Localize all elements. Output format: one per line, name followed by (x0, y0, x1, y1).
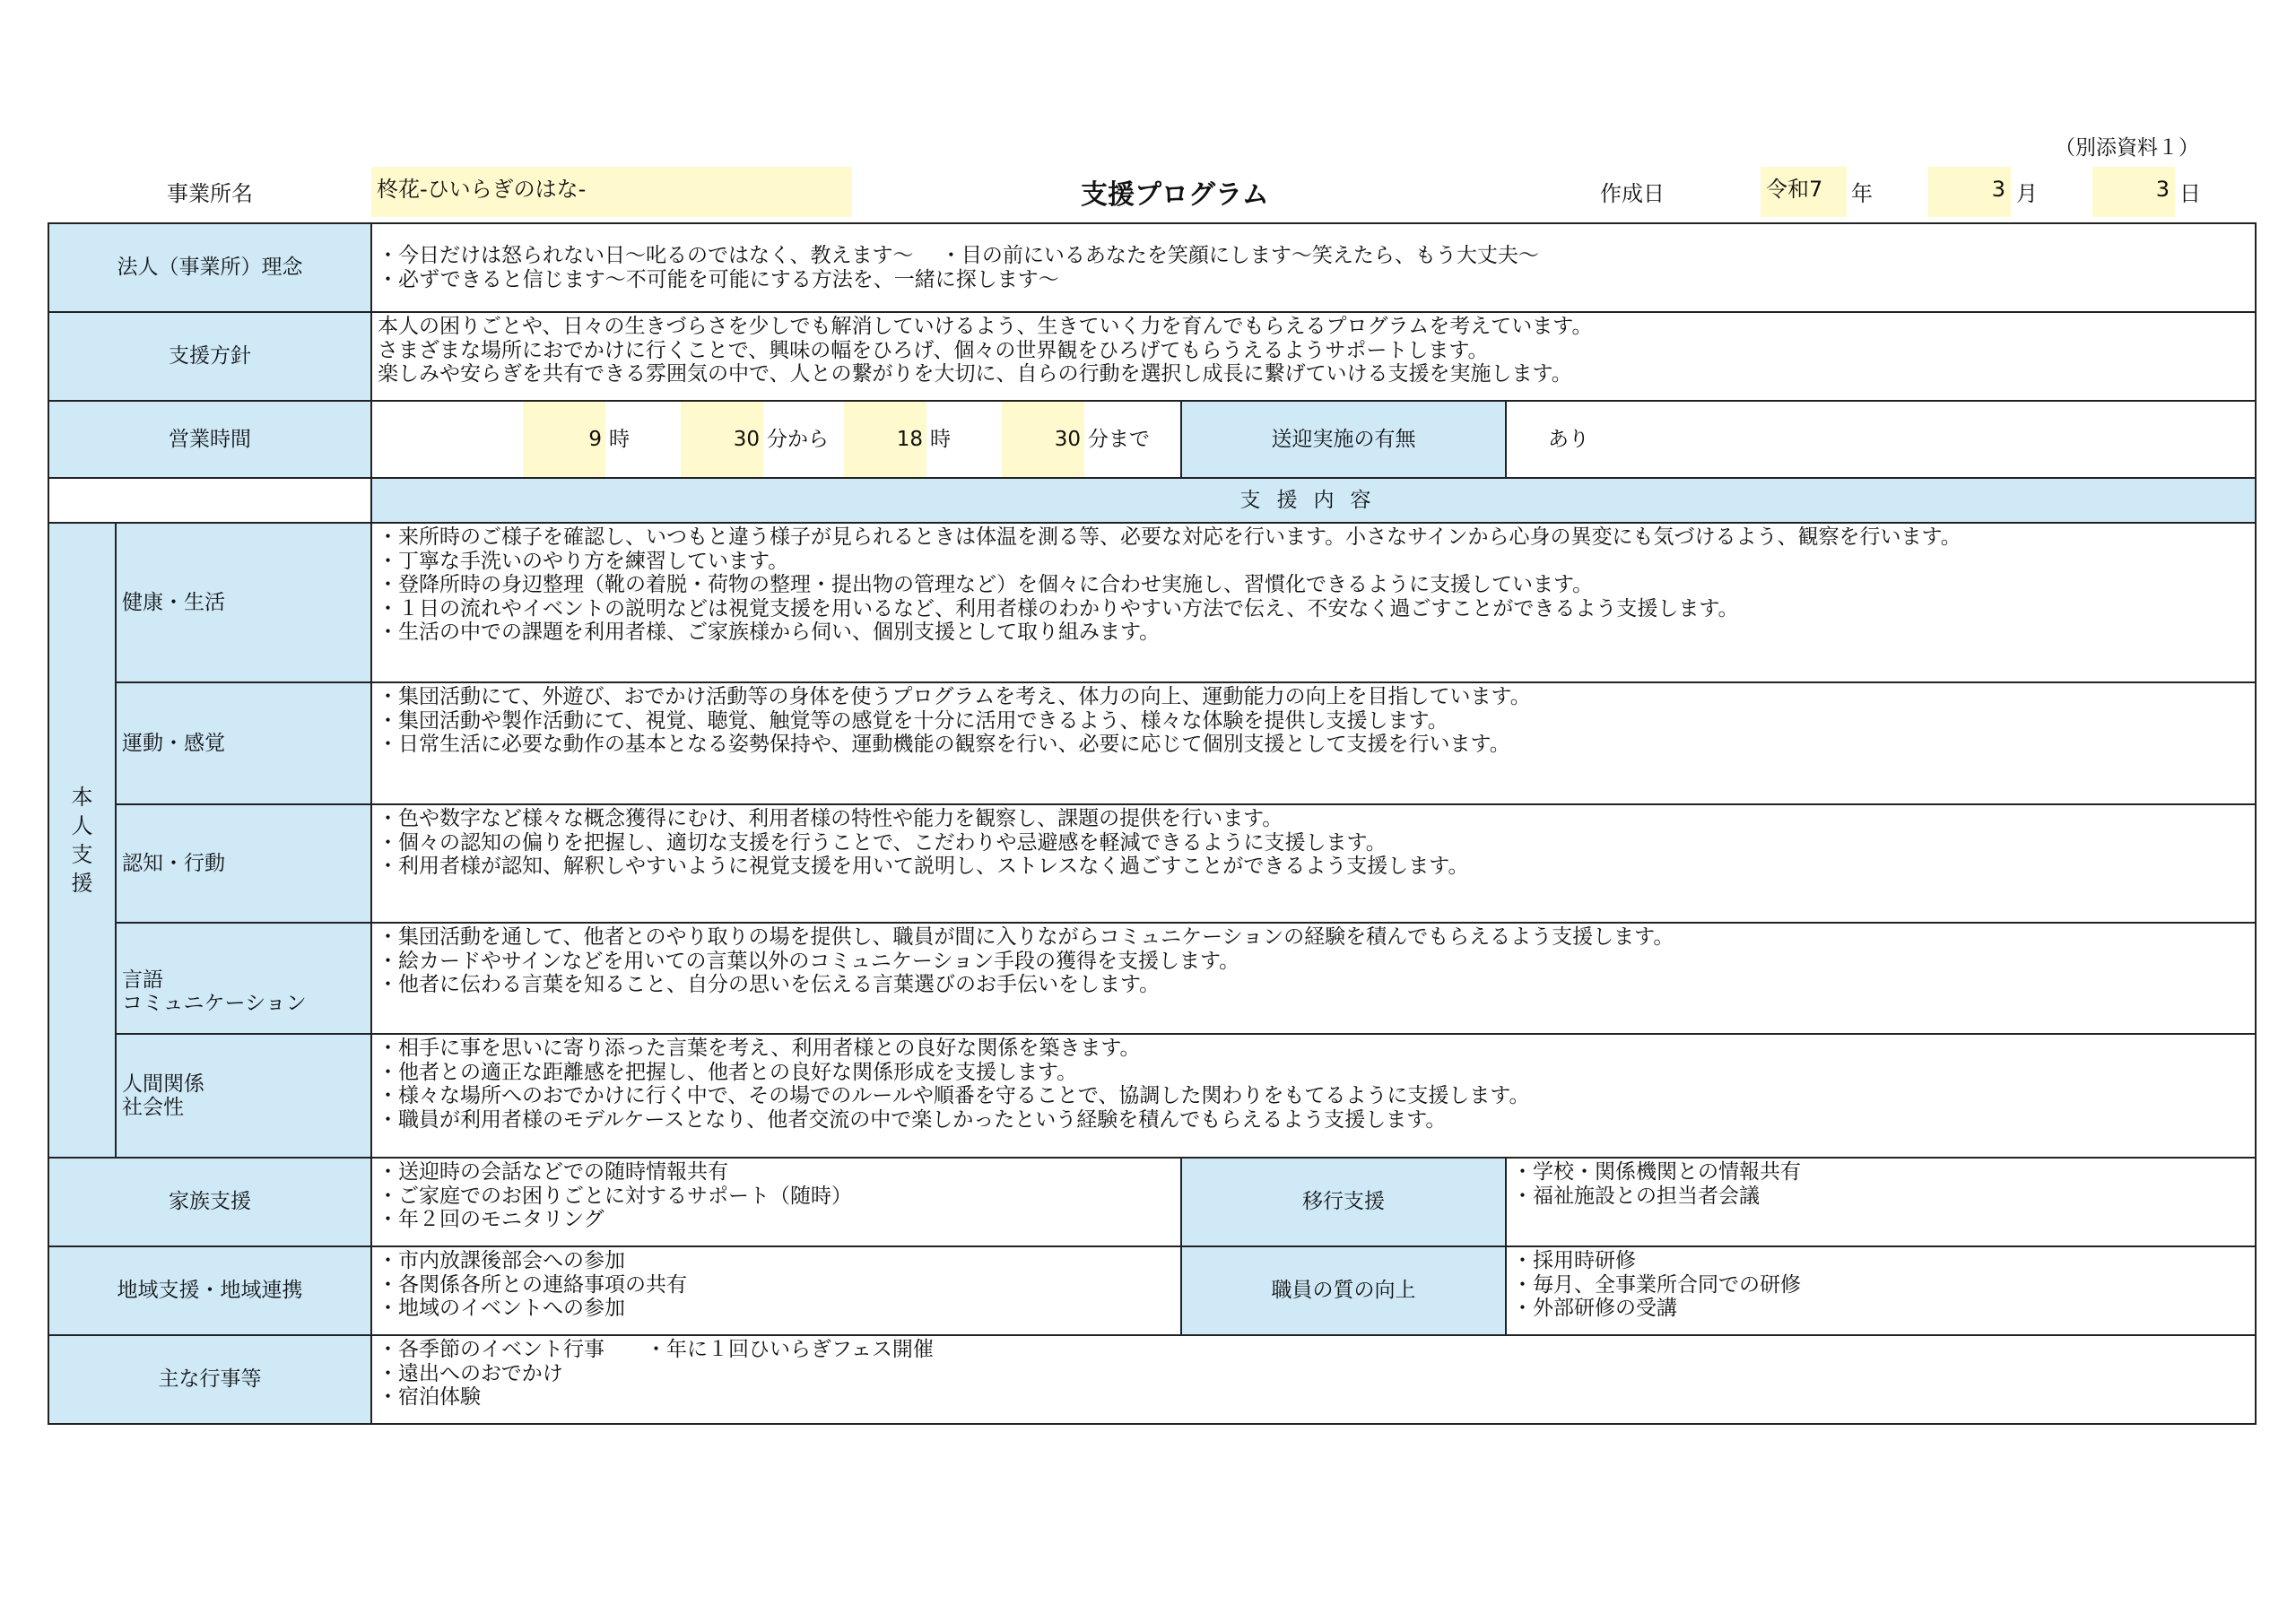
events-line: ・宿泊体験 (378, 1385, 481, 1409)
policy-line: 楽しみや安らぎを共有できる雰囲気の中で、人との繋がりを大切に、自らの行動を選択し成長に繋げていける支援を実施します。 (378, 362, 1572, 386)
health-line: ・丁寧な手洗いのやり方を練習しています。 (378, 549, 789, 573)
motor-line: ・日常生活に必要な動作の基本となる姿勢保持や、運動機能の観察を行い、必要に応じて個別支援として支援を行います。 (378, 733, 1510, 756)
community-support-label: 地域支援・地域連携 (48, 1246, 371, 1335)
office-label: 事業所名 (167, 181, 253, 206)
content-header: 支援内容 (371, 478, 2256, 523)
end-minute: 30 (1002, 402, 1084, 477)
health-line: ・来所時のご様子を確認し、いつもと違う様子が見られるときは体温を測る等、必要な対応を行います。小さなサインから心身の異変にも気づけるよう、観察を行います。 (378, 525, 1961, 549)
day-unit: 日 (2179, 181, 2201, 206)
from-unit: 分から (767, 427, 829, 451)
language-line: ・集団活動を通して、他者とのやり取りの場を提供し、職員が間に入りながらコミュニケーションの経験を積んでもらえるよう支援します。 (378, 925, 1674, 949)
relationships-label: 人間関係 社会性 (116, 1034, 371, 1158)
cognition-line: ・個々の認知の偏りを把握し、適切な支援を行うことで、こだわりや忌避感を軽減できるように支援します。 (378, 830, 1387, 855)
community-line: ・地域のイベントへの参加 (378, 1297, 625, 1320)
page-title: 支援プログラム (1081, 179, 1269, 211)
transition-line: ・福祉施設との担当者会議 (1512, 1184, 1760, 1208)
health-line: ・生活の中での課題を利用者様、ご家族様から伺い、個別支援として取り組みます。 (378, 621, 1161, 644)
transport-label: 送迎実施の有無 (1181, 401, 1506, 478)
created-day: 3 (2092, 167, 2175, 217)
end-hour: 18 (844, 402, 926, 477)
language-line: ・絵カードやサインなどを用いての言葉以外のコミュニケーション手段の獲得を支援します。 (378, 949, 1240, 973)
events-line: ・遠出へのおでかけ (378, 1361, 563, 1385)
created-era-year: 令和7 (1761, 167, 1847, 217)
personal-support-label: 本人支援 (48, 523, 116, 1158)
health-content (371, 523, 2256, 682)
staff-line: ・毎月、全事業所合同での研修 (1512, 1272, 1801, 1297)
language-label: 言語 コミュニケーション (116, 923, 371, 1034)
attachment-note: （別添資料１） (2055, 136, 2199, 160)
events-line: ・各季節のイベント行事 ・年に１回ひいらぎフェス開催 (378, 1338, 934, 1361)
philosophy-content (371, 223, 2256, 312)
office-name: 柊花-ひいらぎのはな- (371, 167, 852, 217)
motor-line: ・集団活動や製作活動にて、視覚、聴覚、触覚等の感覚を十分に活用できるよう、様々な体験を提供し支援します。 (378, 708, 1448, 733)
family-line: ・送迎時の会話などでの随時情報共有 (378, 1160, 728, 1184)
created-date-label: 作成日 (1600, 181, 1665, 206)
events-content (371, 1335, 2256, 1424)
transport-value: あり (1506, 401, 2256, 478)
transition-support-content (1506, 1158, 2256, 1246)
year-unit: 年 (1851, 181, 1873, 206)
created-month: 3 (1928, 167, 2011, 217)
motor-label: 運動・感覚 (116, 682, 371, 804)
policy-line: 本人の困りごとや、日々の生きづらさを少しでも解消していけるよう、生きていく力を育んでもらえるプログラムを考えています。 (378, 315, 1593, 338)
community-support-content (371, 1246, 1181, 1335)
to-unit: 分まで (1088, 427, 1150, 451)
policy-label: 支援方針 (48, 312, 371, 401)
motor-content (371, 682, 2256, 804)
relationships-line: ・職員が利用者様のモデルケースとなり、他者交流の中で楽しかったという経験を積んでもらえるよう支援します。 (378, 1107, 1447, 1132)
relationships-line: ・様々な場所へのおでかけに行く中で、その場でのルールや順番を守ることで、協調した関わりをもてるように支援します。 (378, 1084, 1530, 1107)
relationships-line: ・他者との適正な距離感を把握し、他者との良好な関係形成を支援します。 (378, 1060, 1078, 1084)
support-program-table (48, 222, 2257, 1425)
staff-quality-label: 職員の質の向上 (1181, 1246, 1506, 1335)
community-line: ・市内放課後部会への参加 (378, 1249, 625, 1272)
language-line: ・他者に伝わる言葉を知ること、自分の思いを伝える言葉選びのお手伝いをします。 (378, 973, 1161, 996)
family-support-content (371, 1158, 1181, 1246)
cognition-label: 認知・行動 (116, 804, 371, 923)
cognition-line: ・利用者様が認知、解釈しやすいように視覚支援を用いて説明し、ストレスなく過ごすことができるよう支援します。 (378, 855, 1469, 878)
start-hour: 9 (523, 402, 605, 477)
transition-support-label: 移行支援 (1181, 1158, 1506, 1246)
staff-line: ・採用時研修 (1512, 1249, 1636, 1272)
staff-line: ・外部研修の受講 (1512, 1297, 1677, 1320)
health-label: 健康・生活 (116, 523, 371, 682)
relationships-line: ・相手に事を思いに寄り添った言葉を考え、利用者様との良好な関係を築きます。 (378, 1037, 1141, 1060)
cognition-content (371, 804, 2256, 923)
health-line: ・登降所時の身辺整理（靴の着脱・荷物の整理・提出物の管理など）を個々に合わせ実施し、習慣化できるように支援しています。 (378, 573, 1594, 596)
family-line: ・年２回のモニタリング (378, 1208, 604, 1231)
health-line: ・１日の流れやイベントの説明などは視覚支援を用いるなど、利用者様のわかりやすい方法で伝え、不安なく過ごすことができるよう支援します。 (378, 596, 1739, 621)
hour-unit: 時 (609, 427, 630, 451)
hours-content (371, 401, 1181, 478)
philosophy-line: ・今日だけは怒られない日～叱るのではなく、教えます～ ・目の前にいるあなたを笑顔にします～笑えたら、もう大丈夫～ (378, 244, 1539, 267)
family-support-label: 家族支援 (48, 1158, 371, 1246)
community-line: ・各関係各所との連絡事項の共有 (378, 1272, 687, 1297)
philosophy-label: 法人（事業所）理念 (48, 223, 371, 312)
cognition-line: ・色や数字など様々な概念獲得にむけ、利用者様の特性や能力を観察し、課題の提供を行います。 (378, 807, 1283, 830)
policy-line: さまざまな場所におでかけに行くことで、興味の幅をひろげ、個々の世界観をひろげてもらうえるようサポートします。 (378, 338, 1489, 362)
staff-quality-content (1506, 1246, 2256, 1335)
hour-unit-end: 時 (930, 427, 951, 451)
events-label: 主な行事等 (48, 1335, 371, 1424)
language-content (371, 923, 2256, 1034)
transition-line: ・学校・関係機関との情報共有 (1512, 1160, 1801, 1184)
month-unit: 月 (2016, 181, 2038, 206)
hours-label: 営業時間 (48, 401, 371, 478)
policy-content (371, 312, 2256, 401)
relationships-content (371, 1034, 2256, 1158)
philosophy-line: ・必ずできると信じます～不可能を可能にする方法を、一緒に探します～ (378, 267, 1059, 291)
content-header-spacer (48, 478, 371, 523)
start-minute: 30 (681, 402, 763, 477)
motor-line: ・集団活動にて、外遊び、おでかけ活動等の身体を使うプログラムを考え、体力の向上、運動能力の向上を目指しています。 (378, 685, 1531, 708)
family-line: ・ご家庭でのお困りごとに対するサポート（随時） (378, 1184, 852, 1208)
